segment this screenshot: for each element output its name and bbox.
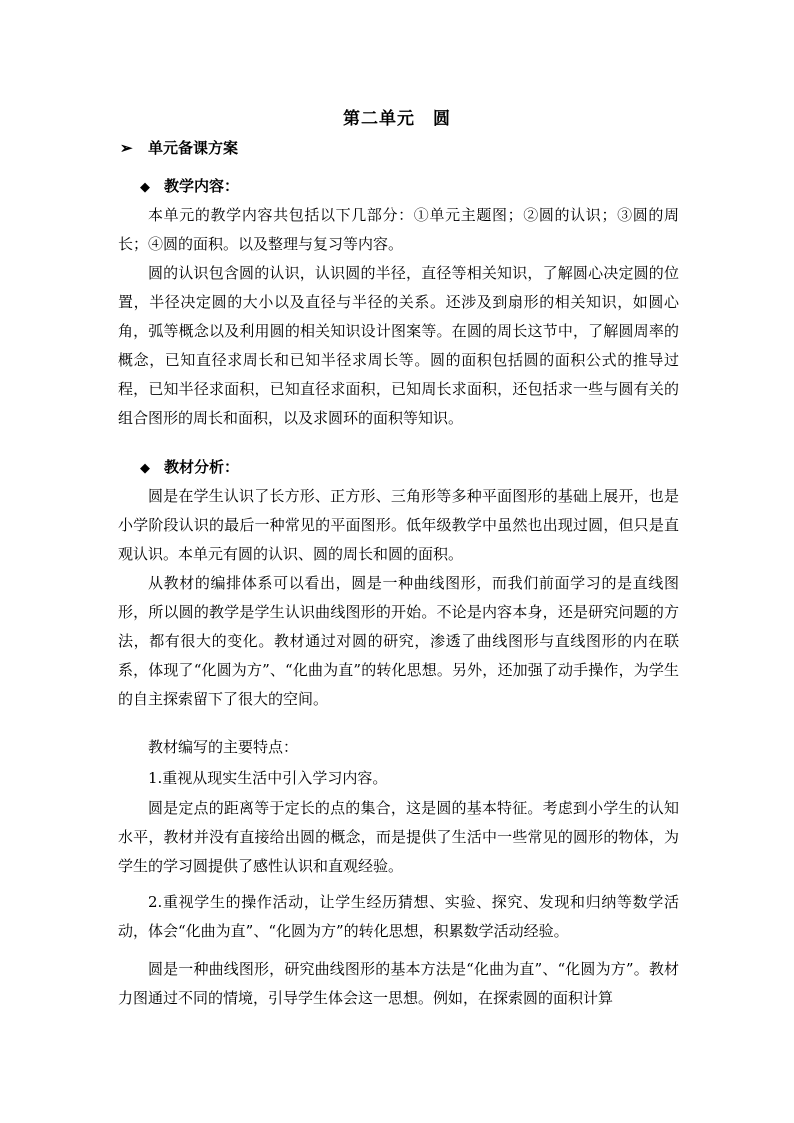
section-label: 单元备课方案 [148,139,239,157]
paragraph: 圆是在学生认识了长方形、正方形、三角形等多种平面图形的基础上展开，也是小学阶段认识的最后一种常见的平面图形。低年级教学中虽然也出现过圆，但只是直观认识。本单元有圆的认识、圆的周长和圆的面积。 [118,487,679,563]
unit-title: 第二单元 圆 [343,109,451,129]
diamond-bullet-icon: ◆ [140,461,150,476]
diamond-bullet-icon: ◆ [140,180,150,195]
paragraph: 本单元的教学内容共包括以下几部分：①单元主题图；②圆的认识；③圆的周长；④圆的面积。以及整理与复习等内容。 [118,206,679,253]
teaching-content-heading [140,176,239,198]
paragraph: 从教材的编排体系可以看出，圆是一种曲线图形，而我们前面学习的是直线图形，所以圆的教学是学生认识曲线图形的开始。不论是内容本身，还是研究问题的方法，都有很大的变化。教材通过对圆的研究，渗透了曲线图形与直线图形的内在联系，体现了“化圆为方”、“化曲为直”的转化思想。另外，还加强了动手操作，为学生的自主探索留下了很大的空间。 [118,574,679,708]
teaching-content-label: 教学内容： [164,177,240,195]
section-heading [120,138,238,158]
paragraph: 圆是一种曲线图形，研究曲线图形的基本方法是“化曲为直”、“化圆为方”。教材力图通过不同的情境，引导学生体会这一思想。例如，在探索圆的面积计算 [118,960,679,1007]
arrow-bullet-icon: ➢ [120,139,133,157]
paragraph: 1.重视从现实生活中引入学习内容。 [148,769,388,787]
paragraph: 圆是定点的距离等于定长的点的集合，这是圆的基本特征。考虑到小学生的认知水平，教材并没有直接给出圆的概念，而是提供了生活中一些常见的圆形的物体，为学生的学习圆提供了感性认识和直观经验。 [118,799,679,875]
paragraph: 教材编写的主要特点： [148,738,299,756]
material-analysis-label: 教材分析： [164,458,240,476]
paragraph: 圆的认识包含圆的认识，认识圆的半径，直径等相关知识，了解圆心决定圆的位置，半径决定圆的大小以及直径与半径的关系。还涉及到扇形的相关知识，如圆心角，弧等概念以及利用圆的相关知识设计图案等。在圆的周长这节中，了解圆周率的概念，已知直径求周长和已知半径求周长等。圆的面积包括圆的面积公式的推导过程，已知半径求面积，已知直径求面积，已知周长求面积，还包括求一些与圆有关的组合图形的周长和面积，以及求圆环的面积等知识。 [118,264,679,427]
material-analysis-heading [140,457,239,479]
paragraph: 2.重视学生的操作活动，让学生经历猜想、实验、探究、发现和归纳等数学活动，体会“化曲为直”、“化圆为方”的转化思想，积累数学活动经验。 [118,893,679,940]
